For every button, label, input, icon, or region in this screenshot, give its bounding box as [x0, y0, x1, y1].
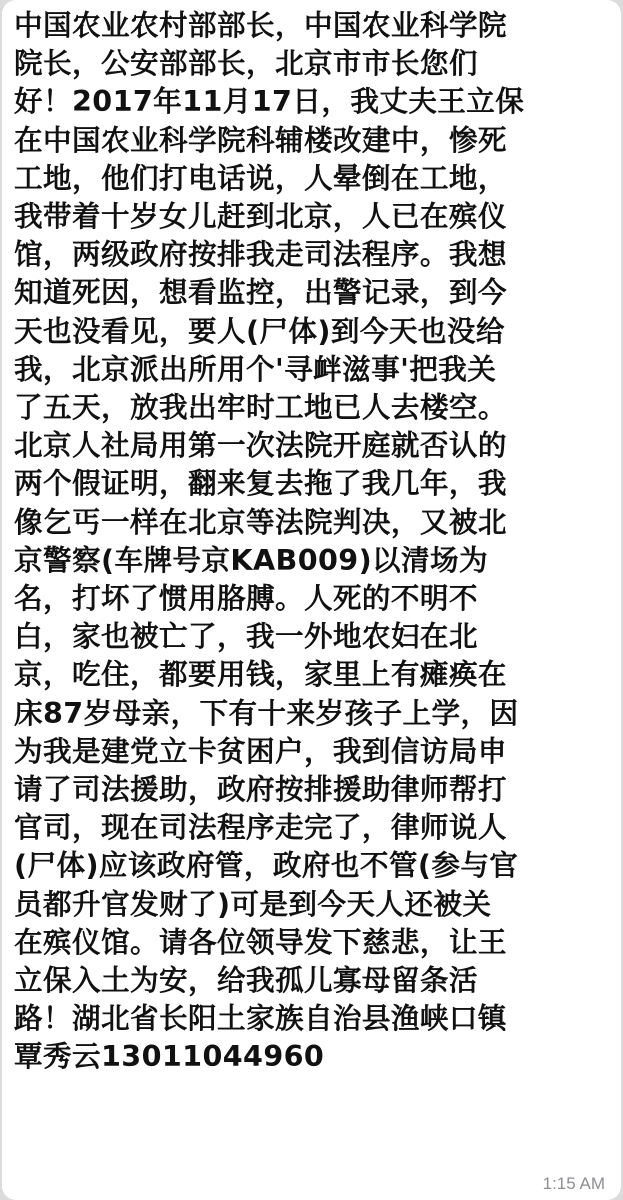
- message-line: 京，吃住，都要用钱，家里上有瘫痪在: [14, 657, 507, 692]
- message-line: 了五天，放我出牢时工地已人去楼空。: [14, 390, 507, 425]
- message-timestamp: 1:15 AM: [542, 1174, 605, 1193]
- message-line: 像乞丐一样在北京等法院判决，又被北: [14, 504, 507, 539]
- message-line: 路！湖北省长阳土家族自治县渔峡口镇: [14, 1001, 507, 1036]
- message-line: 工地，他们打电话说，人晕倒在工地，: [14, 160, 507, 195]
- message-line: 我带着十岁女儿赶到北京，人已在殡仪: [14, 199, 507, 234]
- message-line: 在中国农业科学院科辅楼改建中，惨死: [14, 122, 507, 157]
- message-line: 立保入土为安，给我孤儿寡母留条活: [14, 963, 478, 998]
- message-line: 北京人社局用第一次法院开庭就否认的: [14, 428, 507, 463]
- message-line: 床87岁母亲，下有十来岁孩子上学，因: [14, 695, 519, 730]
- message-line: 为我是建党立卡贫困户，我到信访局申: [14, 733, 507, 768]
- message-line: 白，家也被亡了，我一外地农妇在北: [14, 619, 478, 654]
- message-bubble[interactable]: [2, 0, 621, 1200]
- message-line: 院长，公安部部长，北京市市长您们: [14, 46, 478, 81]
- message-line: 名，打坏了惯用胳膊。人死的不明不: [14, 581, 478, 616]
- message-line: 馆，两级政府按排我走司法程序。我想: [14, 237, 507, 272]
- message-line: 在殡仪馆。请各位领导发下慈悲，让王: [14, 924, 507, 959]
- message-text: [14, 6, 611, 1076]
- message-line: 京警察(车牌号京KAB009)以清场为: [14, 542, 489, 577]
- message-line: 天也没看见，要人(尸体)到今天也没给: [14, 313, 505, 348]
- message-line: 两个假证明，翻来复去拖了我几年，我: [14, 466, 507, 501]
- message-line: 中国农业农村部部长，中国农业科学院: [14, 8, 507, 42]
- message-line: 知道死因，想看监控，出警记录，到今: [14, 275, 507, 310]
- message-line: 好！2017年11月17日，我丈夫王立保: [14, 84, 525, 119]
- message-line: (尸体)应该政府管，政府也不管(参与官: [14, 848, 519, 883]
- message-line: 官司，现在司法程序走完了，律师说人: [14, 810, 507, 845]
- message-line: 覃秀云13011044960: [14, 1039, 325, 1074]
- message-line: 员都升官发财了)可是到今天人还被关: [14, 886, 492, 921]
- message-line: 请了司法援助，政府按排援助律师帮打: [14, 772, 507, 807]
- message-line: 我，北京派出所用个'寻衅滋事'把我关: [14, 351, 497, 386]
